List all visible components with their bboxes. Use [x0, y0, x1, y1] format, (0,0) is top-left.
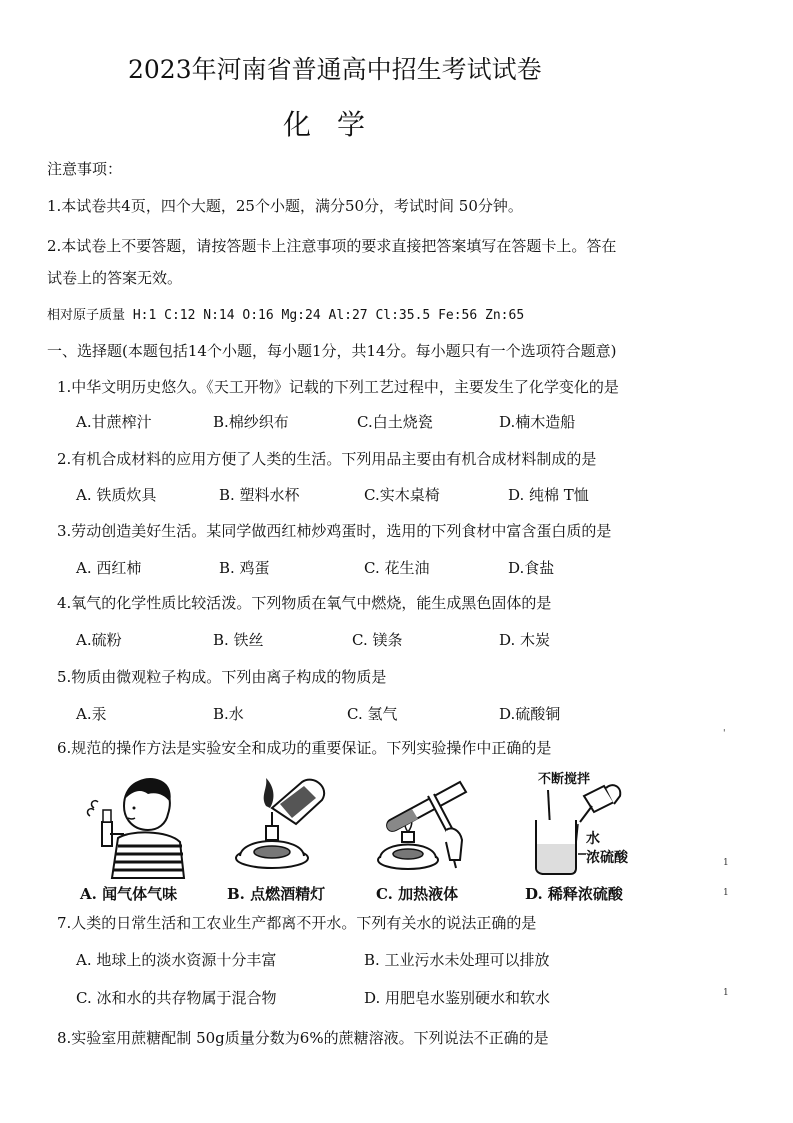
option-a: A. 西红柿 — [76, 559, 142, 577]
option-c: C.实木桌椅 — [364, 486, 440, 504]
question-stem: 4.氧气的化学性质比较活泼。下列物质在氧气中燃烧，能生成黑色固体的是 — [57, 594, 552, 612]
option-a: A.汞 — [76, 705, 107, 723]
option-d: D. 木炭 — [499, 631, 551, 649]
option-d: D. 纯棉 T恤 — [508, 486, 589, 504]
notice-item-2-line-1: 2.本试卷上不要答题，请按答题卡上注意事项的要求直接把答案填写在答题卡上。答在 — [47, 237, 617, 255]
option-a: A. 铁质炊具 — [76, 486, 157, 504]
option-c: C. 冰和水的共存物属于混合物 — [76, 989, 277, 1007]
margin-mark: 1 — [723, 988, 729, 998]
option-d: D. 用肥皂水鉴别硬水和软水 — [364, 989, 551, 1007]
figure-light-lamp — [222, 768, 382, 902]
atomic-mass-line: 相对原子质量 H:1 C:12 N:14 O:16 Mg:24 Al:27 Cl:35.5 Fe:56 Zn:65 — [47, 308, 525, 323]
section-heading: 一、选择题(本题包括14个小题，每小题1分，共14分。每小题只有一个选项符合题意) — [47, 342, 617, 360]
question-stem: 6.规范的操作方法是实验安全和成功的重要保证。下列实验操作中正确的是 — [57, 739, 552, 757]
margin-mark: 1 — [723, 888, 729, 898]
question-stem: 3.劳动创造美好生活。某同学做西红柿炒鸡蛋时，选用的下列食材中富含蛋白质的是 — [57, 522, 612, 540]
figure-caption-d: D. 稀释浓硫酸 — [525, 885, 623, 903]
option-b: B. 铁丝 — [213, 631, 264, 649]
notice-item-1: 1.本试卷共4页，四个大题，25个小题，满分50分，考试时间 50分钟。 — [47, 197, 523, 215]
option-c: C.白土烧瓷 — [357, 413, 433, 431]
option-b: B. 塑料水杯 — [219, 486, 300, 504]
subject-title: 化学 — [283, 108, 392, 141]
option-c: C. 镁条 — [352, 631, 403, 649]
option-d: D.楠木造船 — [499, 413, 576, 431]
option-d: D.硫酸铜 — [499, 705, 561, 723]
option-b: B.棉纱织布 — [213, 413, 289, 431]
option-c: C. 氢气 — [347, 705, 398, 723]
question-stem: 1.中华文明历史悠久。《天工开物》记载的下列工艺过程中，主要发生了化学变化的是 — [57, 378, 619, 396]
figure-heat-liquid — [368, 768, 528, 902]
margin-mark: ' — [723, 729, 726, 739]
heating-test-tube-illustration — [368, 768, 528, 880]
figure-smell-gas — [72, 768, 232, 902]
exam-title: 2023年河南省普通高中招生考试试卷 — [128, 55, 542, 84]
question-stem: 8.实验室用蔗糖配制 50g质量分数为6%的蔗糖溶液。下列说法不正确的是 — [57, 1029, 549, 1047]
option-b: B. 工业污水未处理可以排放 — [364, 951, 550, 969]
option-b: B. 鸡蛋 — [219, 559, 270, 577]
question-stem: 5.物质由微观粒子构成。下列由离子构成的物质是 — [57, 668, 387, 686]
figure-caption-b: B. 点燃酒精灯 — [227, 885, 326, 903]
notice-heading: 注意事项： — [47, 160, 123, 178]
two-lamps-illustration — [222, 768, 382, 880]
figure-dilute-acid — [522, 768, 682, 902]
person-smelling-illustration — [72, 768, 232, 880]
figure-caption-c: C. 加热液体 — [376, 885, 459, 903]
option-a: A. 地球上的淡水资源十分丰富 — [76, 951, 277, 969]
margin-mark: 1 — [723, 858, 729, 868]
option-b: B.水 — [213, 705, 244, 723]
notice-item-2-line-2: 试卷上的答案无效。 — [47, 269, 183, 287]
figure-caption-a: A. 闻气体气味 — [80, 885, 178, 903]
question-stem: 7.人类的日常生活和工农业生产都离不开水。下列有关水的说法正确的是 — [57, 914, 537, 932]
option-a: A.硫粉 — [76, 631, 122, 649]
option-d: D.食盐 — [508, 559, 555, 577]
option-c: C. 花生油 — [364, 559, 430, 577]
label-stir: 不断搅拌 — [538, 772, 591, 787]
question-stem: 2.有机合成材料的应用方便了人类的生活。下列用品主要由有机合成材料制成的是 — [57, 450, 597, 468]
option-a: A.甘蔗榨汁 — [76, 413, 152, 431]
label-acid: 浓硫酸 — [586, 850, 628, 866]
label-water: 水 — [586, 831, 600, 847]
